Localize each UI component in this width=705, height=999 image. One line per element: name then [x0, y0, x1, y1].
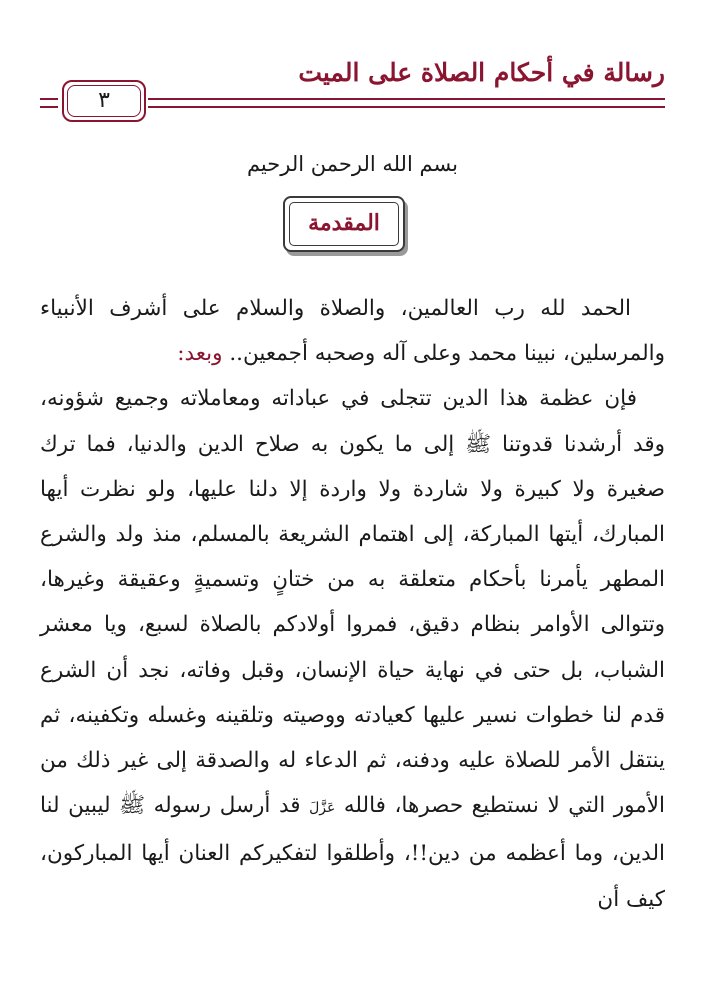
paragraph-main	[40, 376, 665, 921]
body-text	[40, 286, 665, 922]
intro-text: الحمد لله رب العالمين، والصلاة والسلام على أشرف الأنبياء والمرسلين، نبينا محمد وعلى آله وصحبه أجمعين..	[40, 296, 665, 367]
section-heading: المقدمة	[308, 210, 380, 236]
page-number-box	[62, 80, 146, 122]
main-text-part1: فإن عظمة هذا الدين تتجلى في عباداته ومعاملاته وجميع شؤونه، وقد أرشدنا قدوتنا ﷺ إلى ما يكون به صلاح الدين والدنيا، فما ترك صغيرة ولا كبيرة ولا شاردة ولا واردة إلا دلنا عليها، ولو نظرت أيها المبارك، أيتها المباركة، إلى اهتمام الشريعة بالمسلم، منذ ولد والشرع المطهر يأمرنا بأحكام متعلقة به من ختانٍ وتسميةٍ وعقيقة وغيرها، وتتوالى الأوامر بنظام دقيق، فمروا أولادكم بالصلاة لسبع، ويا معشر الشباب، بل حتى في نهاية حياة الإنسان، وقبل وفاته، نجد أن الشرع قدم لنا خطوات نسير عليها كعيادته ووصيته وتلقينه وغسله وتكفينه، ثم ينتقل الأمر للصلاة عليه ودفنه، ثم الدعاء له والصدقة إلى غير ذلك من الأمور التي لا نستطيع حصرها، فالله	[40, 386, 665, 819]
wa-bad-marker: وبعد:	[177, 341, 223, 367]
header-double-rule	[148, 98, 665, 108]
honorific-glyph: عَزَّلَ	[309, 800, 336, 817]
basmala: بسم الله الرحمن الرحيم	[246, 152, 459, 176]
section-heading-box	[283, 196, 405, 252]
main-text-part2: قد أرسل رسوله ﷺ ليبين لنا الدين، وما أعظمه من دين!!، وأطلقوا لتفكيركم العنان أيها المباركون، كيف أن	[40, 793, 665, 912]
paragraph-intro	[40, 286, 665, 376]
running-header-title: رسالة في أحكام الصلاة على الميت	[298, 58, 665, 87]
page-number: ٣	[98, 88, 110, 113]
header-rule-tick	[40, 98, 58, 108]
